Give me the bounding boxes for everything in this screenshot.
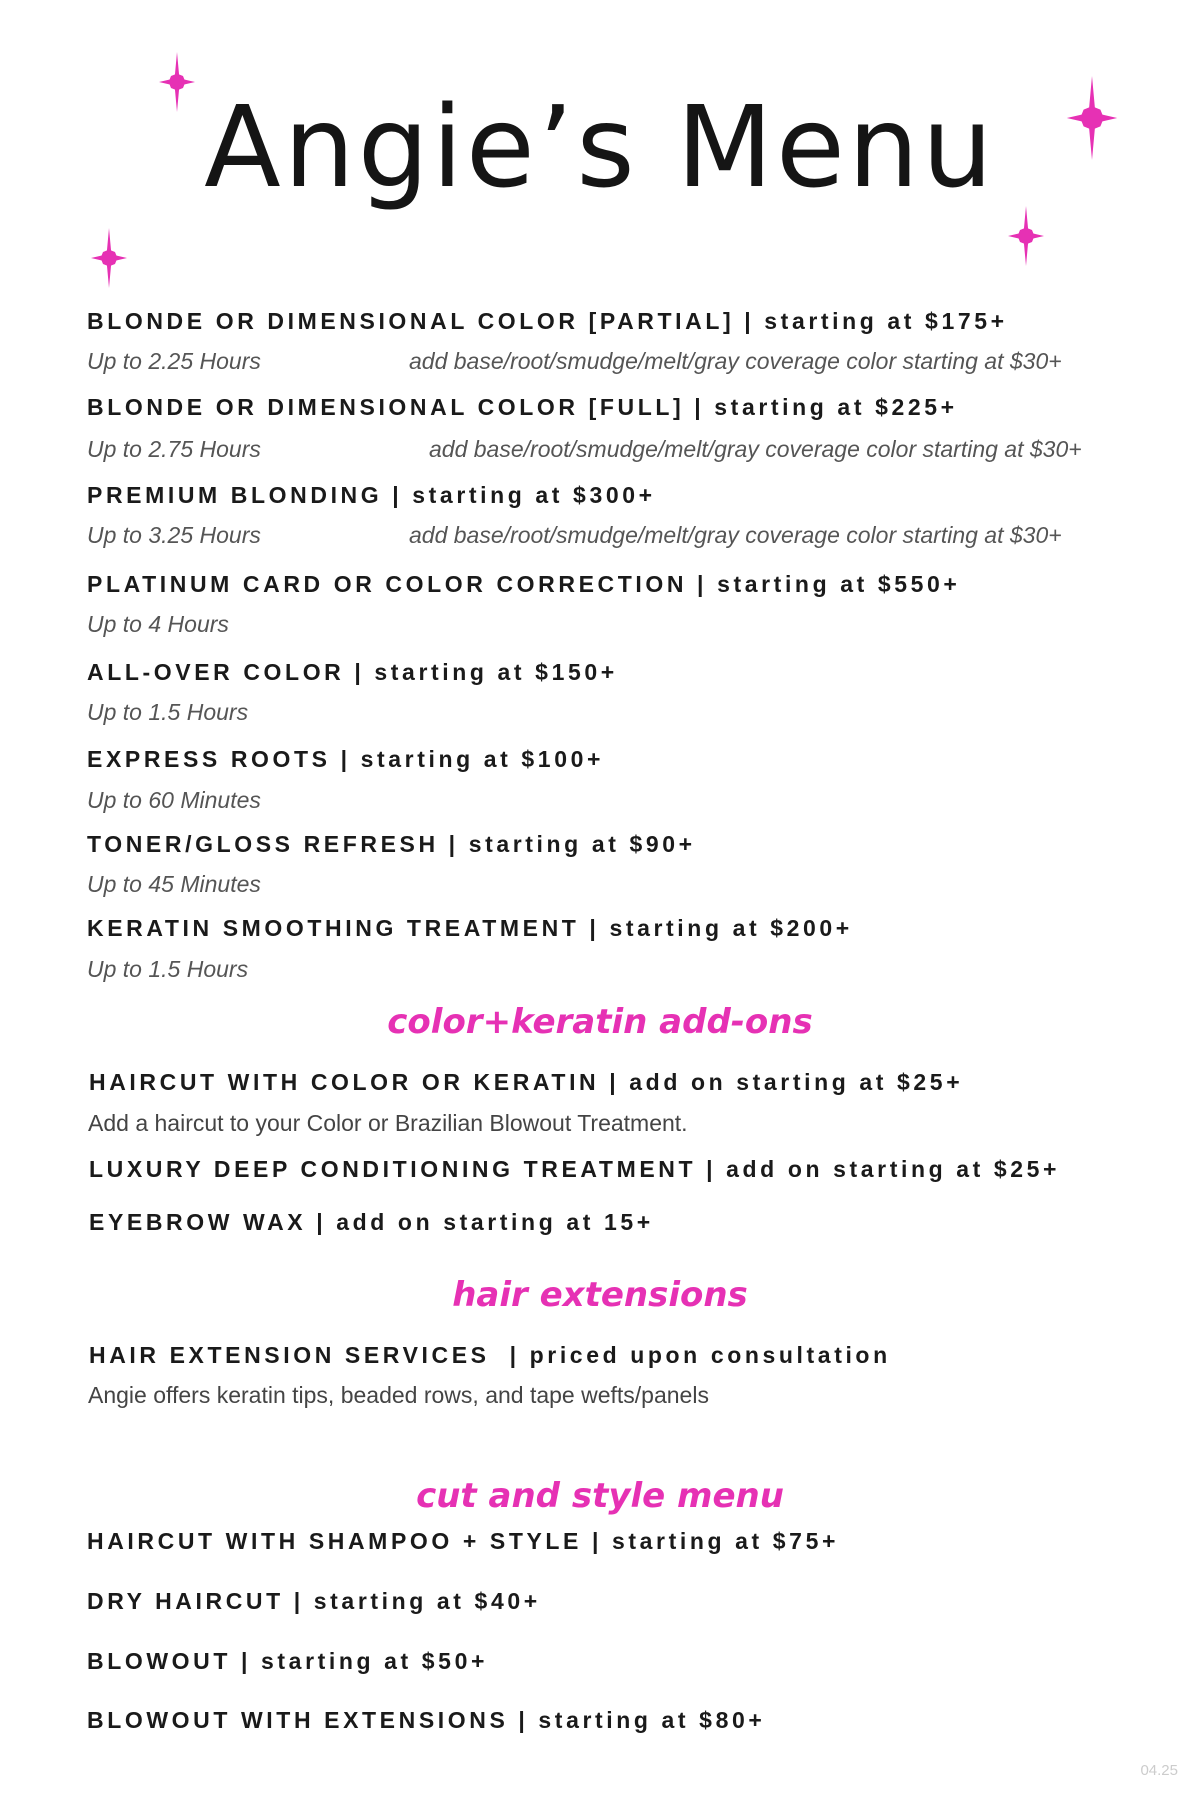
cut-style-item: BLOWOUT | starting at $50+ <box>87 1648 489 1674</box>
service-note: add base/root/smudge/melt/gray coverage color starting at $30+ <box>409 522 1062 548</box>
service-item: BLONDE OR DIMENSIONAL COLOR [PARTIAL] | starting at $175+ <box>87 308 1008 334</box>
service-duration: Up to 60 Minutes <box>87 787 261 813</box>
service-item: KERATIN SMOOTHING TREATMENT | starting at $200+ <box>87 915 853 941</box>
sparkle-star-icon <box>79 228 139 288</box>
service-duration: Up to 2.25 Hours <box>87 348 261 374</box>
section-heading-cut-style: cut and style menu <box>416 1476 784 1516</box>
cut-style-item: DRY HAIRCUT | starting at $40+ <box>87 1588 541 1614</box>
service-note: add base/root/smudge/melt/gray coverage color starting at $30+ <box>429 436 1082 462</box>
service-duration: Up to 45 Minutes <box>87 871 261 897</box>
service-duration: Up to 4 Hours <box>87 611 229 637</box>
version-label: 04.25 <box>1140 1762 1178 1779</box>
service-item: PREMIUM BLONDING | starting at $300+ <box>87 482 656 508</box>
addon-item: LUXURY DEEP CONDITIONING TREATMENT | add on starting at $25+ <box>89 1156 1061 1182</box>
service-note: add base/root/smudge/melt/gray coverage color starting at $30+ <box>409 348 1062 374</box>
addon-description: Add a haircut to your Color or Brazilian Blowout Treatment. <box>88 1110 688 1136</box>
service-duration: Up to 2.75 Hours <box>87 436 261 462</box>
section-heading-addons: color+keratin add-ons <box>387 1002 813 1042</box>
extension-item: HAIR EXTENSION SERVICES | priced upon consultation <box>89 1342 891 1368</box>
service-item: PLATINUM CARD OR COLOR CORRECTION | starting at $550+ <box>87 571 961 597</box>
cut-style-item: BLOWOUT WITH EXTENSIONS | starting at $80+ <box>87 1707 766 1733</box>
extension-description: Angie offers keratin tips, beaded rows, and tape wefts/panels <box>88 1382 709 1408</box>
service-item: BLONDE OR DIMENSIONAL COLOR [FULL] | starting at $225+ <box>87 394 958 420</box>
cut-style-item: HAIRCUT WITH SHAMPOO + STYLE | starting at $75+ <box>87 1528 839 1554</box>
service-duration: Up to 3.25 Hours <box>87 522 261 548</box>
service-duration: Up to 1.5 Hours <box>87 956 249 982</box>
service-item: TONER/GLOSS REFRESH | starting at $90+ <box>87 831 696 857</box>
page-title: Angie’s Menu <box>204 83 996 213</box>
section-heading-extensions: hair extensions <box>452 1275 748 1315</box>
service-item: EXPRESS ROOTS | starting at $100+ <box>87 746 605 772</box>
addon-item: HAIRCUT WITH COLOR OR KERATIN | add on starting at $25+ <box>89 1069 964 1095</box>
addon-item: EYEBROW WAX | add on starting at 15+ <box>89 1209 654 1235</box>
service-item: ALL-OVER COLOR | starting at $150+ <box>87 659 618 685</box>
service-duration: Up to 1.5 Hours <box>87 699 249 725</box>
